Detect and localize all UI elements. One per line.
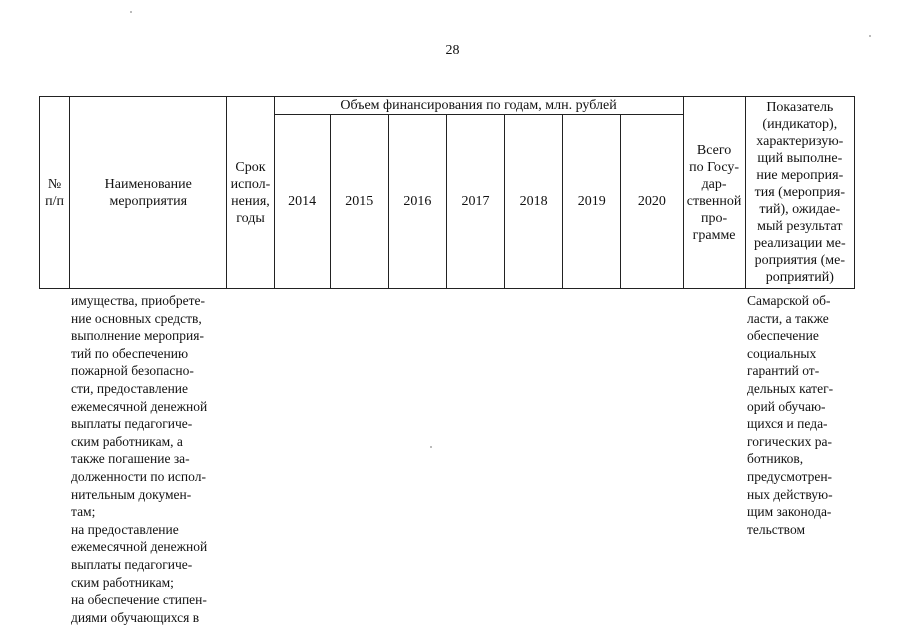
header-cell-total: Всего по Госу- дар- ственной про- грамме [683,97,745,289]
scan-speck [869,35,871,37]
header-year-2019: 2019 [563,115,621,289]
activity-name-text: имущества, приобрете- ние основных средств, выполнение мероприя- тий по обеспечению пожарной безопасно- сти, предоставление ежемесячной денежной выплаты педагогиче- ским работникам, а также погашение за- долженности по испол- нительным докумен- там; на предоставление ежемесячной денежной выплаты педагогиче- ским работникам; на обеспечение стипен- диями обучающихся в [71,293,208,625]
header-cell-term: Срок испол- нения, годы [227,97,274,289]
header-year-2020: 2020 [621,115,683,289]
header-year-2014: 2014 [274,115,330,289]
scan-speck [130,11,132,13]
header-year-2017: 2017 [446,115,504,289]
scan-speck [430,446,432,448]
header-cell-funding: Объем финансирования по годам, млн. рублей [274,97,683,115]
header-cell-name: Наименование мероприятия [70,97,227,289]
header-year-2015: 2015 [330,115,388,289]
header-year-2018: 2018 [505,115,563,289]
header-year-2016: 2016 [388,115,446,289]
header-cell-number: № п/п [40,97,70,289]
financing-table-header [39,96,855,289]
indicator-text: Самарской об- ласти, а также обеспечение социальных гарантий от- дельных катег- орий обучаю- щихся и педа- гогических ра- ботников, предусмотрен- ных действую- щим законода- тельством [747,293,834,537]
header-cell-indicator: Показатель (индикатор), характеризую- щий выполне- ние мероприя- тия (мероприя- тий), ожидае- мый результат реализации ме- роприятия (ме- роприятий) [745,97,854,289]
page-number: 28 [445,43,460,58]
